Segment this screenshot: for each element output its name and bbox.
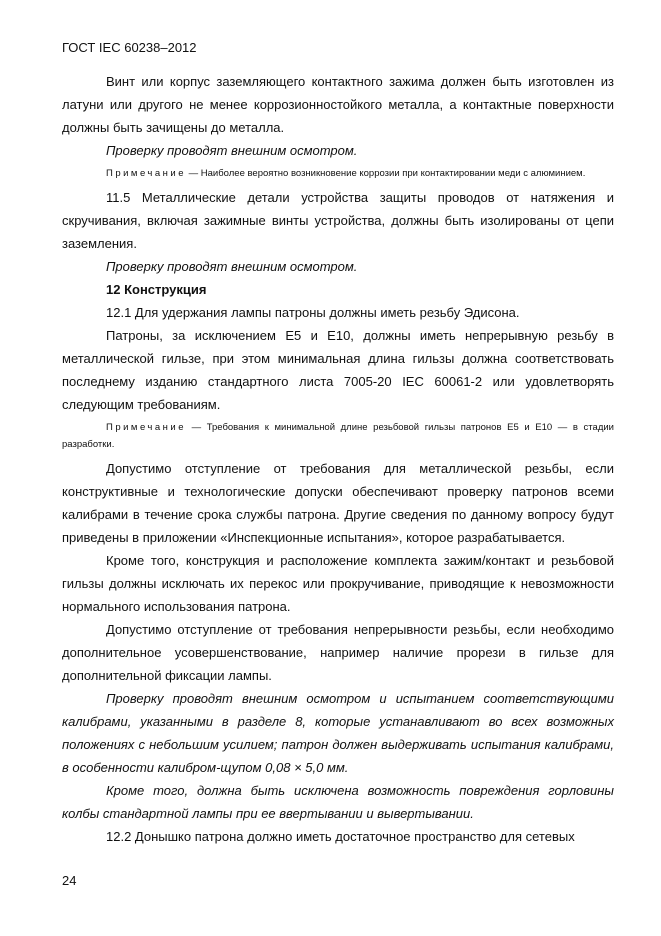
paragraph-italic: Проверку проводят внешним осмотром и испытанием соответствующими калибрами, указанными в разделе 8, которые устанавливают во всех возможных положениях с небольшим усилием; патрон должен выдерживать испытания калибрами, в особенности калибром-щупом 0,08 × 5,0 мм. [62, 691, 614, 775]
section-heading: 12 Конструкция [106, 282, 207, 297]
paragraph: Винт или корпус заземляющего контактного зажима должен быть изготовлен из латуни или другого не менее коррозионностойкого металла, а контактные поверхности должны быть зачищены до металла. [62, 74, 614, 135]
document-header: ГОСТ IEC 60238–2012 [62, 40, 197, 55]
paragraph: Допустимо отступление от требования для металлической резьбы, если конструктивные и технологические допуски обеспечивают проверку патронов всеми калибрами в течение срока службы патрона. Другие сведения по данному вопросу будут приведены в приложении «Инспекционные испытания», которое разрабатывается. [62, 461, 614, 545]
note [62, 165, 614, 182]
paragraph: 12.2 Донышко патрона должно иметь достаточное пространство для сетевых [106, 829, 575, 844]
paragraph: Допустимо отступление от требования непрерывности резьбы, если необходимо дополнительное усовершенствование, например наличие прорези в гильзе для дополнительной фиксации лампы. [62, 622, 614, 683]
paragraph: Кроме того, конструкция и расположение комплекта зажим/контакт и резьбовой гильзы должны исключать их перекос или прокручивание, приводящие к невозможности нормального использования патрона. [62, 553, 614, 614]
note-text: — Требования к минимальной длине резьбовой гильзы патронов Е5 и Е10 — в стадии разработки. [62, 422, 614, 450]
note-label: Примечание [106, 422, 186, 433]
note-text: — Наиболее вероятно возникновение коррозии при контактировании меди с алюминием. [186, 168, 586, 179]
paragraph: 12.1 Для удержания лампы патроны должны иметь резьбу Эдисона. [106, 305, 520, 320]
paragraph: Патроны, за исключением Е5 и Е10, должны иметь непрерывную резьбу в металлической гильзе, при этом минимальная длина гильзы должна соответствовать последнему изданию стандартного листа 7005-20 IEC 60061-2 или удовлетворять следующим требованиям. [62, 328, 614, 412]
note-label: Примечание [106, 168, 186, 179]
paragraph-italic: Кроме того, должна быть исключена возможность повреждения горловины колбы стандартной лампы при ее ввертывании и вывертывании. [62, 783, 614, 821]
paragraph: 11.5 Металлические детали устройства защиты проводов от натяжения и скручивания, включая зажимные винты устройства, должны быть изолированы от цепи заземления. [62, 190, 614, 251]
paragraph-italic: Проверку проводят внешним осмотром. [106, 259, 358, 274]
paragraph-italic: Проверку проводят внешним осмотром. [106, 143, 358, 158]
document-body [62, 70, 614, 848]
page-number: 24 [62, 873, 77, 888]
note [62, 419, 614, 453]
